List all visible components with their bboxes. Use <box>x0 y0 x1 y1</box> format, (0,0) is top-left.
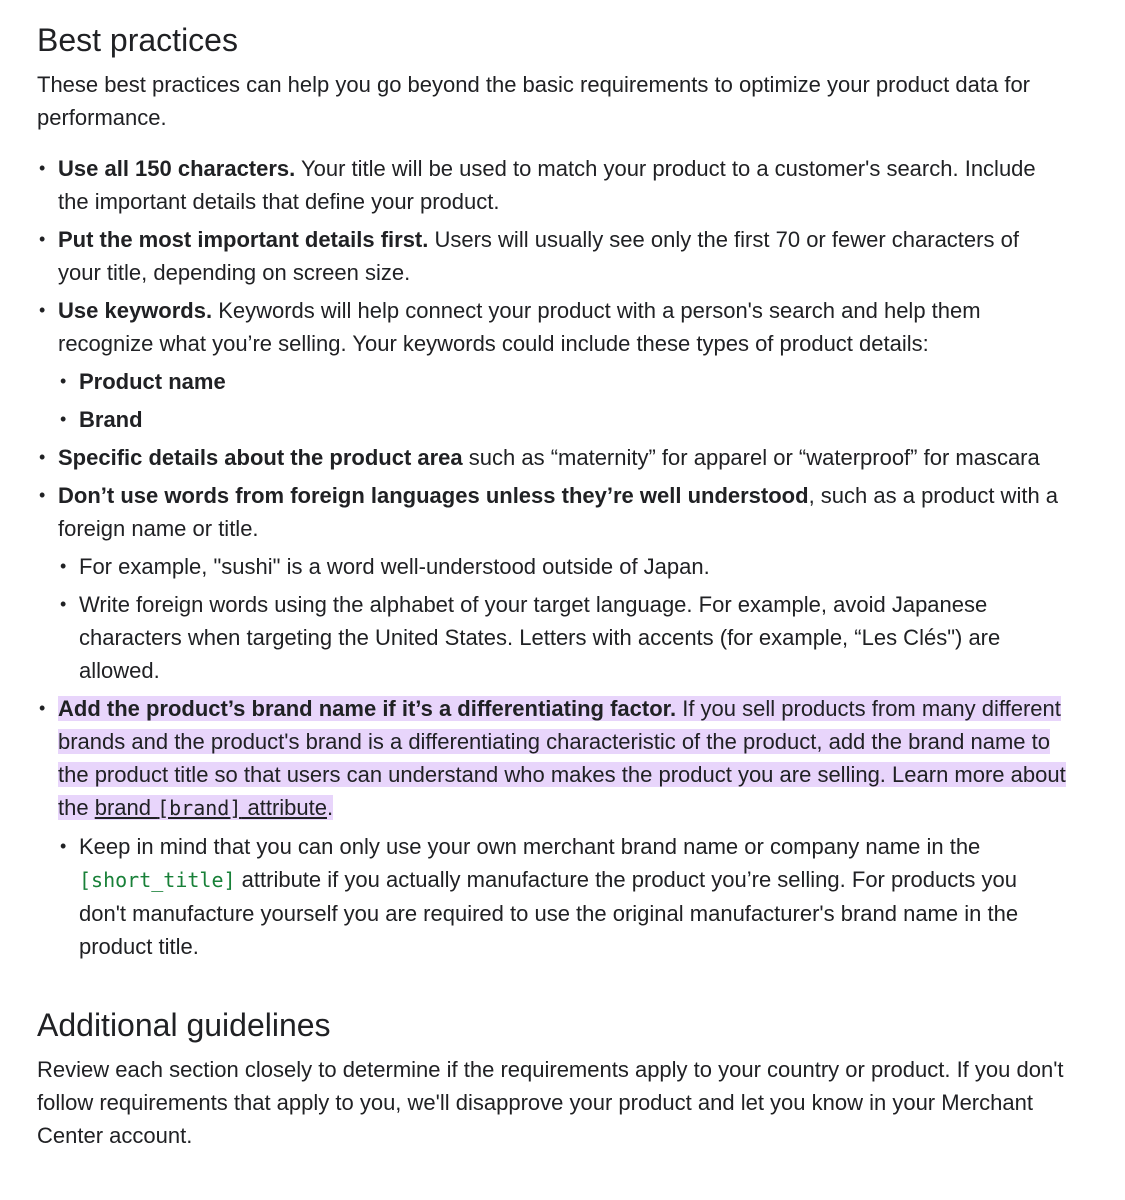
item-text: Keywords will help connect your product with a person's search and help them recognize what you’re selling. Your keywords could include these types of product details: <box>58 298 981 356</box>
note-text: Keep in mind that you can only use your own merchant brand name or company name in the <box>79 834 981 859</box>
keyword-type-brand: Brand <box>79 407 143 432</box>
list-item <box>37 479 1067 687</box>
sub-list-item <box>58 830 1067 963</box>
item-text: Your title will be used to match your product to a customer's search. Include the important details that define your product. <box>58 156 1036 214</box>
item-text: If you sell products from many different brands and the product's brand is a differentiating characteristic of the product, add the brand name to the product title so that users can understand who makes the product you are selling. Learn more about the <box>58 696 1066 820</box>
foreign-words-list <box>58 550 1067 687</box>
item-bold-label: Put the most important details first. <box>58 227 429 252</box>
additional-guidelines-section <box>37 1003 1067 1152</box>
list-item <box>37 441 1067 474</box>
list-item <box>37 152 1067 218</box>
highlighted-text <box>58 696 1066 820</box>
note-text: attribute if you actually manufacture the product you’re selling. For products you don't manufacture yourself you are required to use the original manufacturer's brand name in the product title. <box>79 867 1019 959</box>
link-code: [brand] <box>157 796 242 820</box>
item-text: such as “maternity” for apparel or “waterproof” for mascara <box>462 445 1040 470</box>
item-bold-label: Specific details about the product area <box>58 445 463 470</box>
section-heading-additional-guidelines: Additional guidelines <box>37 1007 331 1043</box>
link-text: brand <box>94 795 158 820</box>
sub-list-item: • For example, "sushi" is a word well-understood outside of Japan. <box>58 550 1067 583</box>
list-item <box>37 692 1067 963</box>
intro-paragraph: These best practices can help you go beyond the basic requirements to optimize your product data for performance. <box>37 72 1031 130</box>
additional-guidelines-paragraph: Review each section closely to determine if the requirements apply to your country or product. If you don't follow requirements that apply to you, we'll disapprove your product and let you know in your Merchant Center account. <box>37 1057 1064 1148</box>
list-item <box>37 294 1067 436</box>
brand-notes-list <box>58 830 1067 963</box>
section-heading-best-practices: Best practices <box>37 22 238 58</box>
item-bold-label: Use all 150 characters. <box>58 156 296 181</box>
short-title-code: [short_title] <box>79 868 236 892</box>
keyword-types-list <box>58 365 1067 436</box>
sub-list-item <box>58 365 1067 398</box>
item-text: . <box>327 795 334 820</box>
item-bold-label: Add the product’s brand name if it’s a differentiating factor. <box>58 696 677 721</box>
sub-list-item: • Write foreign words using the alphabet of your target language. For example, avoid Japanese characters when targeting the United States. Letters with accents (for example, “Les Clés") are allowed. <box>58 588 1067 687</box>
best-practices-list <box>37 152 1067 963</box>
link-text: attribute <box>241 795 327 820</box>
keyword-type-product-name: Product name <box>79 369 226 394</box>
sub-list-item <box>58 403 1067 436</box>
item-bold-label: Use keywords. <box>58 298 213 323</box>
item-text: Users will usually see only the first 70 or fewer characters of your title, depending on screen size. <box>58 227 1019 285</box>
item-text: , such as a product with a foreign name or title. <box>58 483 1059 541</box>
brand-attribute-link[interactable] <box>95 795 327 820</box>
item-bold-label: Don’t use words from foreign languages unless they’re well understood <box>58 483 809 508</box>
list-item <box>37 223 1067 289</box>
